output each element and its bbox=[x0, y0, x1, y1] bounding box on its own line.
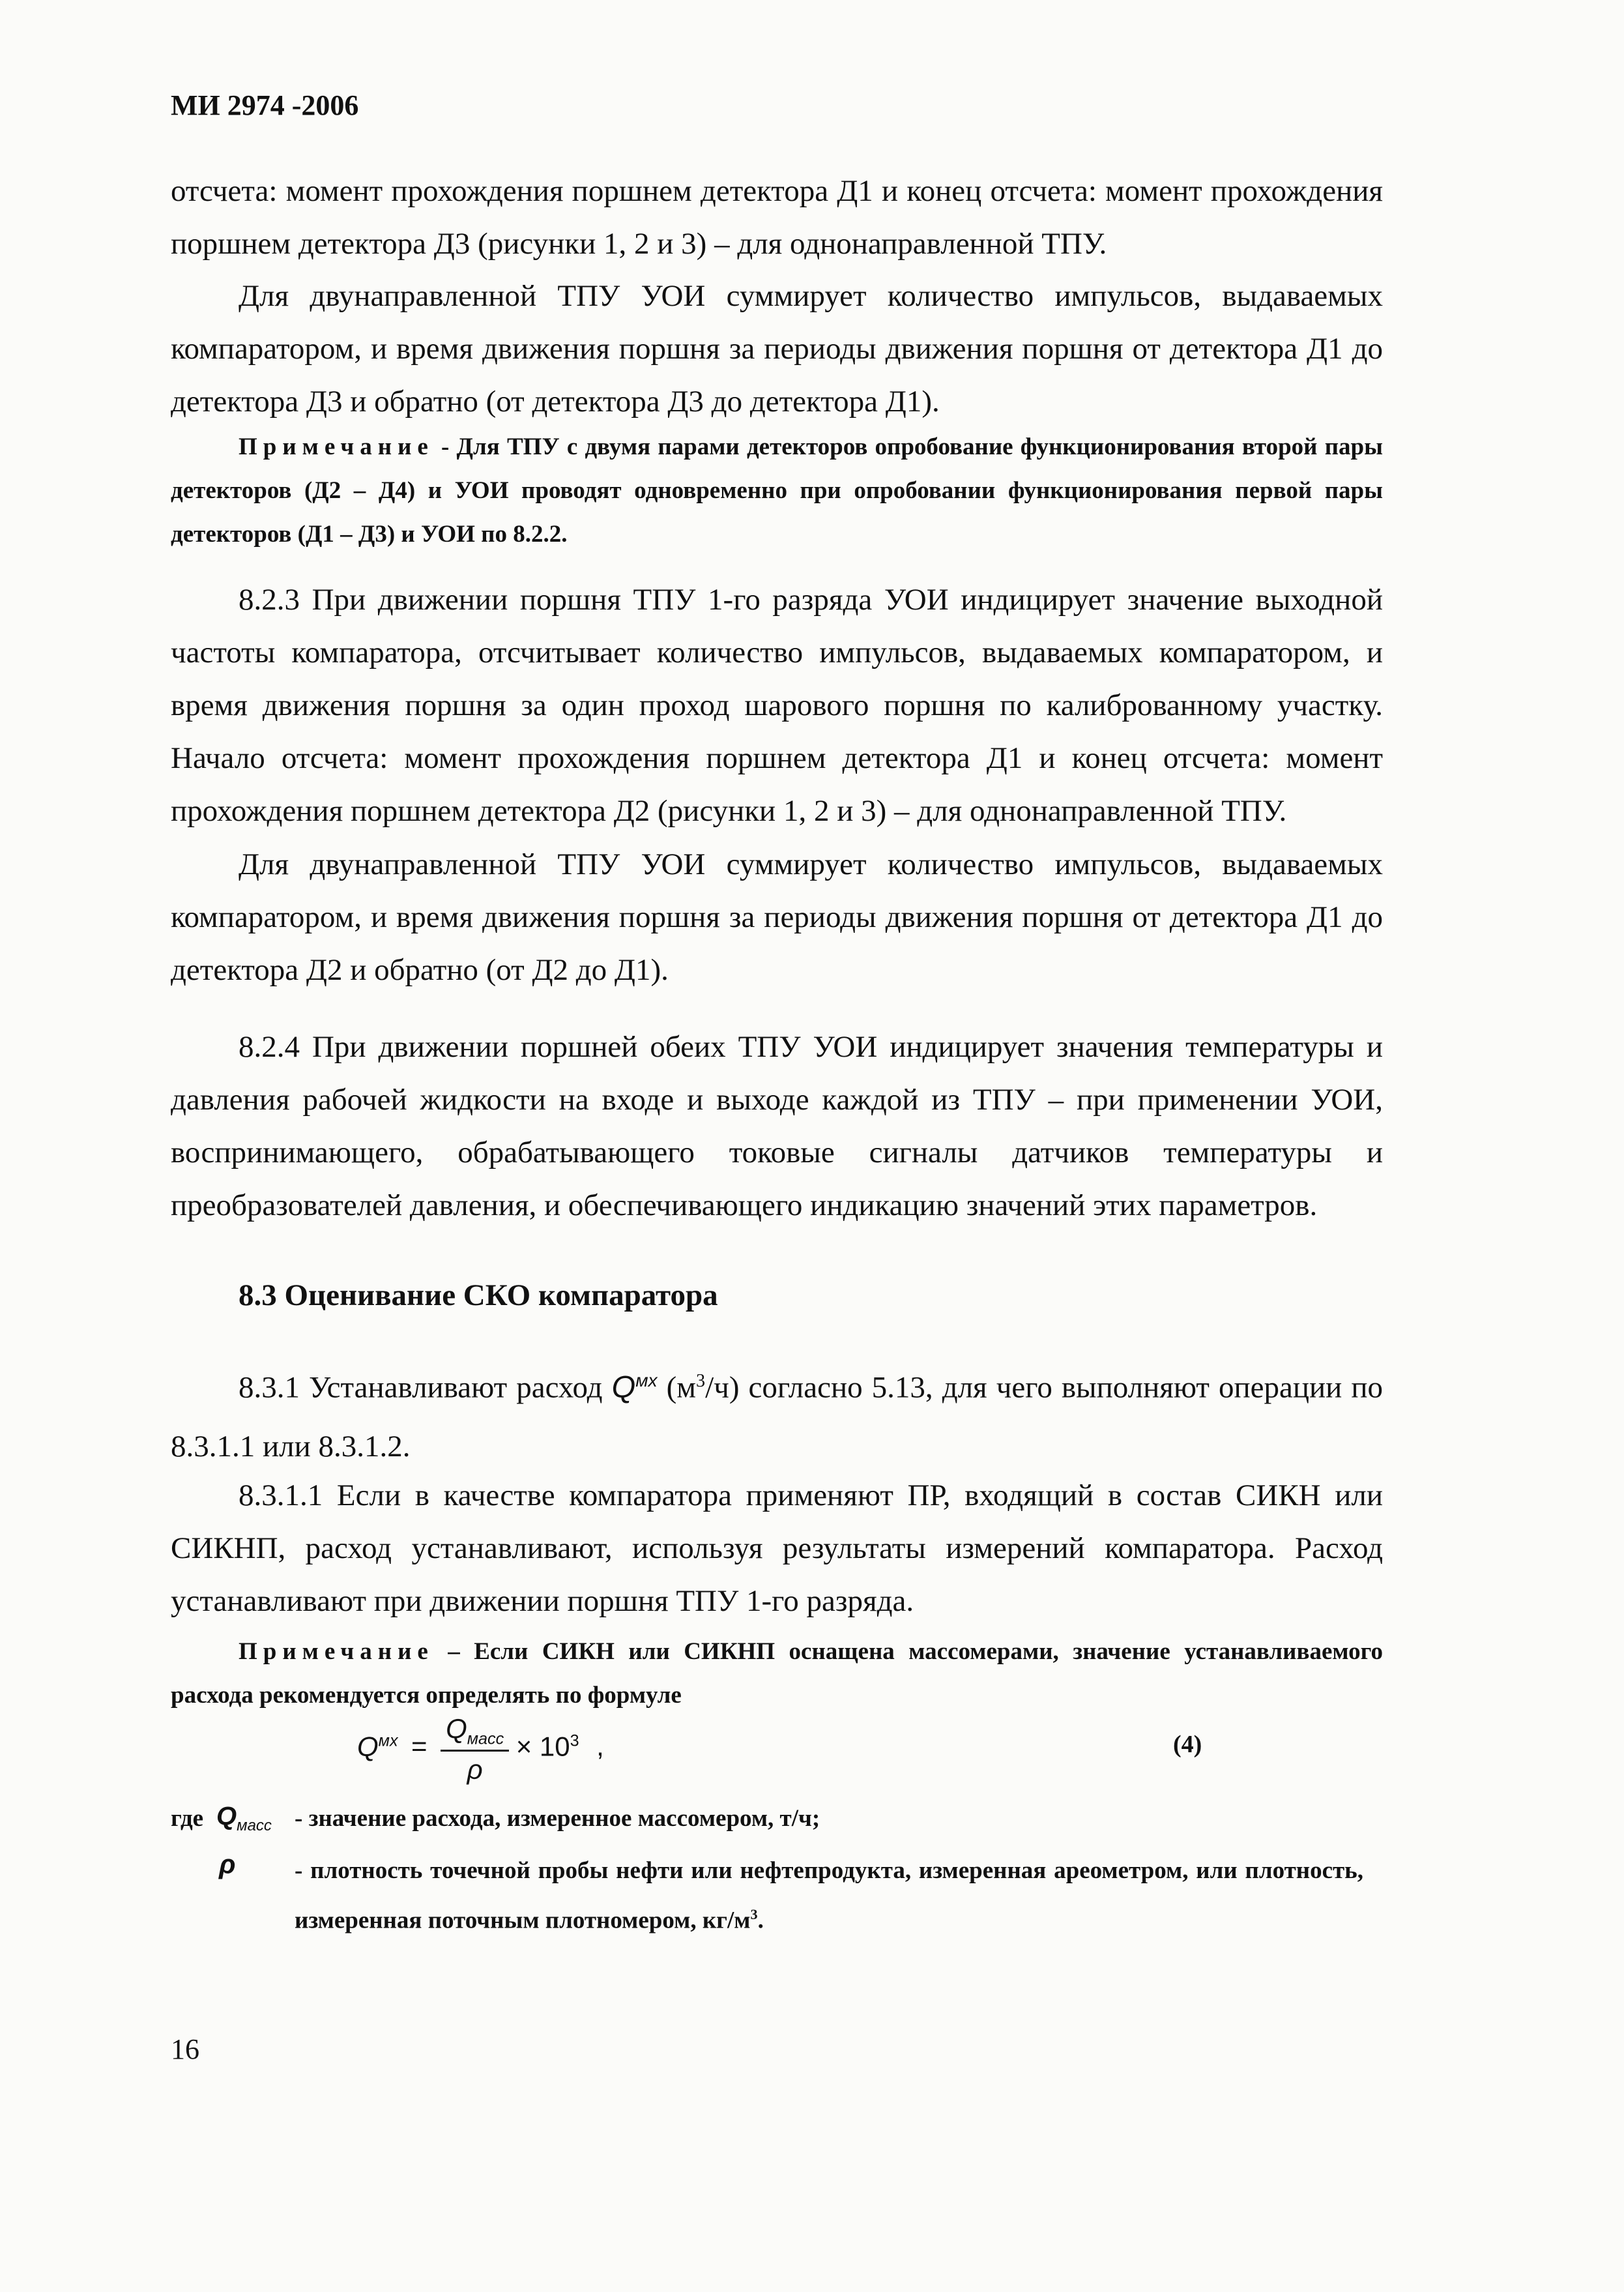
formula-number: (4) bbox=[1173, 1731, 1202, 1758]
where-rho-symbol: ρ bbox=[219, 1849, 236, 1879]
note-text: - Для ТПУ с двумя парами детекторов опробование функционирования второй пары детекторов (Д2 – Д4) и УОИ проводят одновременно при опробовании функционирования первой пары детекторов (Д1 – Д3) и УОИ по 8.2.2. bbox=[171, 433, 1383, 548]
paragraph-bidirectional-d1-d2: Для двунаправленной ТПУ УОИ суммирует количество импульсов, выдаваемых компаратором, и время движения поршня за периоды движения поршня от детектора Д1 до детектора Д2 и обратно (от Д2 до Д1). bbox=[171, 847, 1383, 987]
paragraph-detector-d1-d3: отсчета: момент прохождения поршнем детектора Д1 и конец отсчета: момент прохождения поршнем детектора Д3 (рисунки 1, 2 и 3) – для однонаправленной ТПУ. bbox=[171, 174, 1383, 261]
formula-fraction: $\frac{Q_{масс}}{\rho}$ bbox=[441, 1713, 509, 1785]
document-code-header: МИ 2974 -2006 bbox=[171, 89, 359, 121]
where-rho-description: - плотность точечной пробы нефти или нефтепродукта, измеренная ареометром, или плотность, измеренная поточным плотномером, $кг/м^3$. bbox=[295, 1857, 1363, 1934]
page-number: 16 bbox=[171, 2033, 199, 2065]
flow-symbol-q: Q bbox=[611, 1369, 636, 1404]
section-title-8-3: 8.3 Оценивание СКО компаратора bbox=[239, 1278, 718, 1312]
paragraph-8-3-1: 8.3.1 Устанавливают расход $Q^{мх}$ $(м^3/ч)$ согласно 5.13, для чего выполняют операции по 8.3.1.1 или 8.3.1.2. bbox=[171, 1369, 1383, 1463]
note-detector-pairs bbox=[171, 425, 1383, 556]
paragraph-8-2-3: 8.2.3 При движении поршня ТПУ 1-го разряда УОИ индицирует значение выходной частоты компаратора, отсчитывает количество импульсов, выдаваемых компаратором, и время движения поршня за один проход шарового поршня по калиброванному участку. Начало отсчета: момент прохождения поршнем детектора Д1 и конец отсчета: момент прохождения поршнем детектора Д2 (рисунки 1, 2 и 3) – для однонаправленной ТПУ. bbox=[171, 583, 1383, 828]
note-mass-flow bbox=[171, 1630, 1383, 1717]
note-label: Примечание bbox=[239, 1638, 434, 1665]
note-text: – Если СИКН или СИКНП оснащена массомерами, значение устанавливаемого расхода рекомендуется определять по формуле bbox=[171, 1638, 1383, 1709]
paragraph-bidirectional-d1-d3: Для двунаправленной ТПУ УОИ суммирует количество импульсов, выдаваемых компаратором, и время движения поршня за периоды движения поршня от детектора Д1 до детектора Д3 и обратно (от детектора Д3 до детектора Д1). bbox=[171, 279, 1383, 419]
where-word: где bbox=[171, 1805, 204, 1832]
paragraph-8-3-1-1: 8.3.1.1 Если в качестве компаратора применяют ПР, входящий в состав СИКН или СИКНП, расход устанавливают, используя результаты измерений компаратора. Расход устанавливают при движении поршня ТПУ 1-го разряда. bbox=[171, 1478, 1383, 1618]
formula-4: $Q^{мх}$ = $\frac{Q_{масс}}{\rho}$ × $10^3$ , bbox=[357, 1713, 604, 1785]
note-label: Примечание bbox=[239, 433, 434, 460]
where-q-description: - значение расхода, измеренное массомером, т/ч; bbox=[295, 1805, 820, 1832]
where-q-symbol: $Q_{масс}$ bbox=[216, 1802, 272, 1834]
paragraph-8-2-4: 8.2.4 При движении поршней обеих ТПУ УОИ индицирует значения температуры и давления рабочей жидкости на входе и выходе каждой из ТПУ – при применении УОИ, воспринимающего, обрабатывающего токовые сигналы датчиков температуры и преобразователей давления, и обеспечивающего индикацию значений этих параметров. bbox=[171, 1030, 1383, 1222]
